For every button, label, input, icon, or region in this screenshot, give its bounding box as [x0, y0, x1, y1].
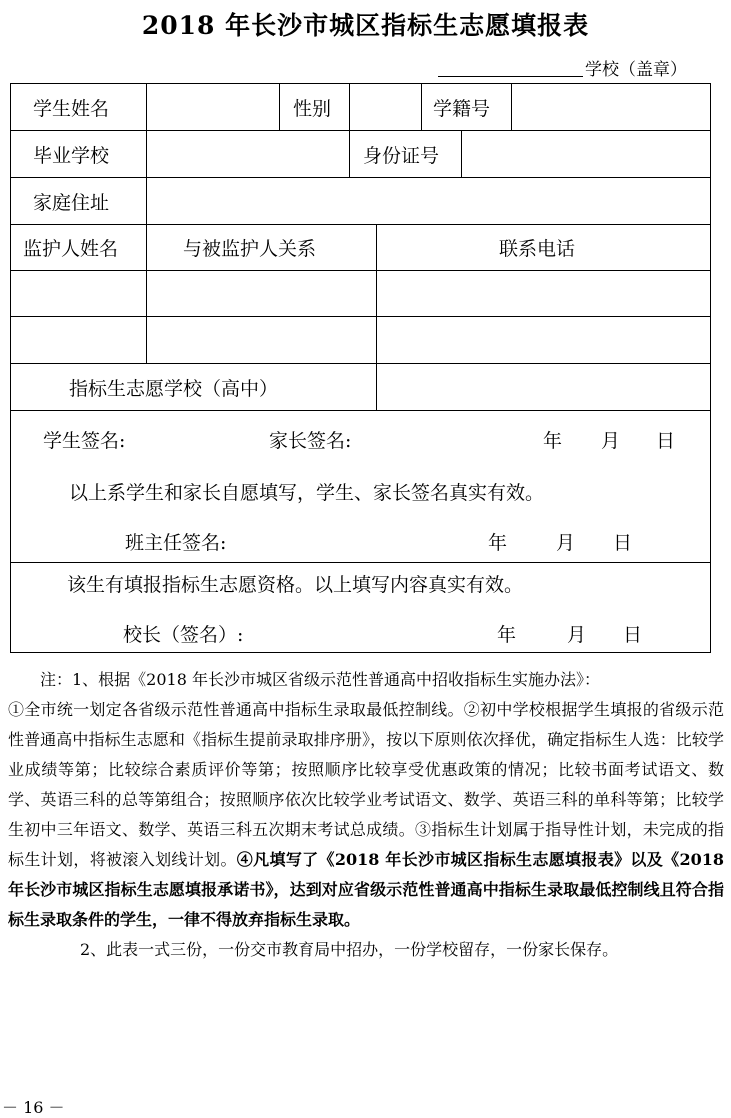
date-day: 日: [623, 624, 643, 646]
page-title: 2018 年长沙市城区指标生志愿填报表: [141, 11, 590, 40]
note-1-body: [8, 695, 724, 935]
date-month: 月: [556, 532, 576, 554]
col-divider: [146, 130, 147, 224]
date-month: 月: [601, 430, 621, 452]
row-divider: [11, 270, 710, 271]
col-divider: [349, 84, 350, 130]
gender-label: 性别: [293, 98, 332, 120]
principal-sign-label: 校长（签名）:: [123, 624, 244, 646]
col-divider: [461, 130, 462, 177]
note-1-bold-text: ④凡填写了《2018 年长沙市城区指标生志愿填报表》以及《2018 年长沙市城区指标生志愿填报承诺书》，达到对应省级示范性普通高中指标生录取最低控制线且符合指标生录取条件的学生，一律不得放弃指标生录取。: [8, 850, 724, 929]
note-1-text: ①全市统一划定各省级示范性普通高中指标生录取最低控制线。②初中学校根据学生填报的省级示范性普通高中指标生志愿和《指标生提前录取排序册》，按以下原则依次择优，确定指标生人选：比较学业成绩等第；比较综合素质评价等第；按照顺序比较享受优惠政策的情况；比较书面考试语文、数学、英语三科的总等第组合；按照顺序依次比较学业考试语文、数学、英语三科的单科等第；比较学生初中三年语文、数学、英语三科五次期末考试总成绩。③指标生计划属于指导性计划，未完成的指标生计划，将被滚入划线计划。: [8, 700, 724, 869]
col-divider: [376, 224, 377, 410]
page-number: － 16 －: [2, 1098, 65, 1117]
student-sign-label: 学生签名:: [43, 430, 126, 452]
row-divider: [11, 177, 710, 178]
id-number-label: 身份证号: [363, 145, 440, 167]
notes-section: [8, 665, 724, 965]
school-stamp-label: 学校（盖章）: [585, 60, 687, 80]
col-divider: [421, 84, 422, 130]
home-address-label: 家庭住址: [33, 192, 110, 214]
col-divider: [279, 84, 280, 130]
date-month: 月: [567, 624, 587, 646]
school-name-blank: [438, 76, 583, 77]
date-year: 年: [543, 430, 563, 452]
row-divider: [11, 130, 710, 131]
col-divider: [146, 224, 147, 363]
choice-school-label: 指标生志愿学校（高中）: [69, 378, 279, 400]
date-year: 年: [497, 624, 517, 646]
phone-label: 联系电话: [499, 238, 576, 260]
date-year: 年: [488, 532, 508, 554]
date-day: 日: [656, 430, 676, 452]
relation-label: 与被监护人关系: [183, 238, 317, 260]
graduated-school-label: 毕业学校: [33, 145, 110, 167]
row-divider: [11, 316, 710, 317]
row-divider: [11, 363, 710, 364]
school-stamp-line: [438, 55, 687, 80]
col-divider: [511, 84, 512, 130]
col-divider: [146, 84, 147, 130]
row-divider: [11, 562, 710, 563]
parent-sign-label: 家长签名:: [269, 430, 352, 452]
note-2: 2、此表一式三份，一份交市教育局中招办，一份学校留存，一份家长保存。: [80, 940, 619, 959]
col-divider: [349, 130, 350, 177]
row-divider: [11, 224, 710, 225]
guardian-name-label: 监护人姓名: [23, 238, 119, 260]
teacher-sign-label: 班主任签名:: [125, 532, 227, 554]
student-name-label: 学生姓名: [33, 98, 110, 120]
date-day: 日: [613, 532, 633, 554]
note-1-heading: 注：1、根据《2018 年长沙市城区省级示范性普通高中招收指标生实施办法》：: [40, 670, 600, 689]
parent-declaration: 以上系学生和家长自愿填写，学生、家长签名真实有效。: [69, 482, 545, 504]
student-id-label: 学籍号: [433, 98, 491, 120]
application-form-table: [10, 83, 711, 653]
school-declaration: 该生有填报指标生志愿资格。以上填写内容真实有效。: [67, 574, 524, 596]
row-divider: [11, 410, 710, 411]
